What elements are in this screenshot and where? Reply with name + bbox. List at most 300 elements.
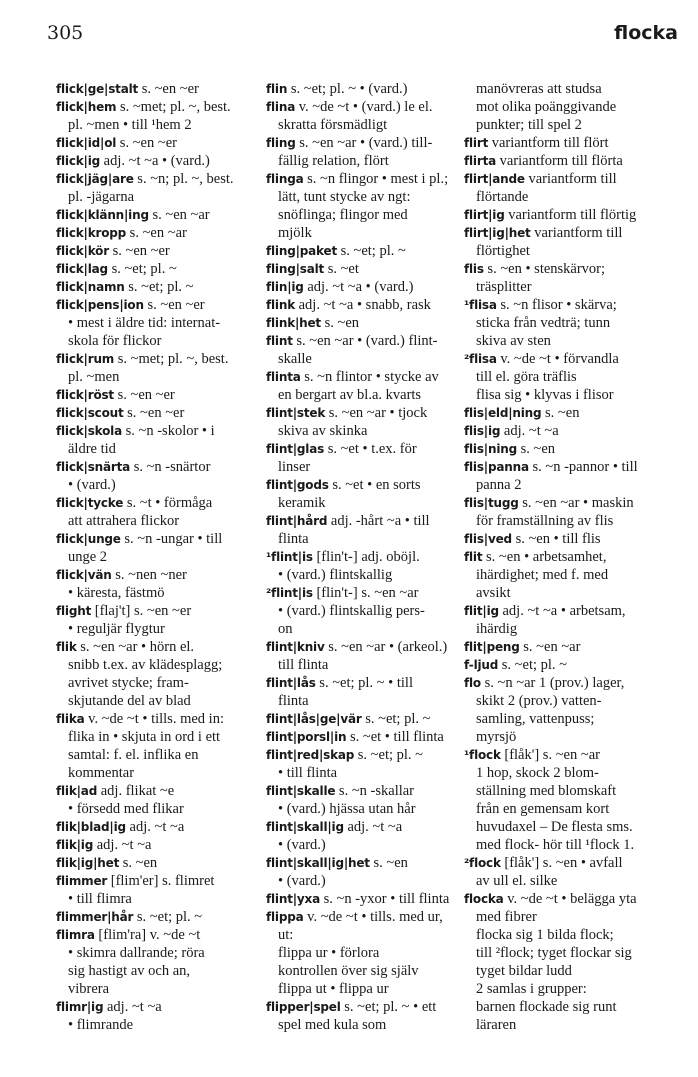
entry-continuation-line — [266, 656, 462, 674]
headword: f-ljud — [464, 658, 499, 672]
entry-line — [56, 224, 244, 242]
entry-continuation-line — [56, 944, 244, 962]
entry-text: lätt, tunt stycke av ngt: — [278, 189, 411, 205]
entry-continuation-line — [464, 476, 676, 494]
entry-continuation-line — [266, 836, 462, 854]
entry-continuation-line — [464, 710, 676, 728]
entry-text: flörtande — [476, 189, 529, 205]
entry-text: adj. ~t ~a • arbetsam, — [498, 603, 626, 619]
entry-line — [266, 998, 462, 1016]
entry-text: pl. ~men • till ¹hem 2 — [68, 117, 192, 133]
entry-text: variantform till — [524, 171, 617, 187]
headword: flick|jäg|are — [56, 172, 134, 186]
entry-line — [56, 908, 244, 926]
entry-continuation-line — [266, 566, 462, 584]
entry-line — [464, 440, 676, 458]
headword: flint|hård — [266, 514, 328, 528]
entry-line — [56, 818, 244, 836]
entry-continuation-line — [464, 278, 676, 296]
entry-text: s. ~en ~er — [123, 405, 185, 421]
entry-text: s. ~t • förmåga — [123, 495, 213, 511]
entry-text: sticka från vedträ; tunn — [476, 315, 611, 331]
entry-continuation-line — [464, 764, 676, 782]
entry-line — [56, 350, 244, 368]
entry-text: • (vard.) hjässa utan hår — [278, 801, 416, 817]
entry-text: s. ~met; pl. ~, best. — [116, 99, 231, 115]
entry-text: samling, vattenpuss; — [476, 711, 595, 727]
headword: ¹flisa — [464, 298, 497, 312]
entry-line — [266, 332, 462, 350]
entry-text: 1 hop, skock 2 blom- — [476, 765, 599, 781]
entry-text: adj. ~t ~a • (vard.) — [100, 153, 210, 169]
headword: flis|tugg — [464, 496, 519, 510]
headword: flick|namn — [56, 280, 125, 294]
entry-text: skalle — [278, 351, 312, 367]
entry-line — [56, 836, 244, 854]
entry-text: s. ~en ~er — [143, 297, 205, 313]
entry-continuation-line — [266, 980, 462, 998]
entry-text: [flim'er] s. flimret — [107, 873, 215, 889]
headword: flick|röst — [56, 388, 114, 402]
entry-text: [flin't-] adj. oböjl. — [312, 549, 420, 565]
entry-text: s. ~en ~ar • (arkeol.) — [324, 639, 448, 655]
entry-continuation-line — [464, 800, 676, 818]
entry-text: fällig relation, flört — [278, 153, 389, 169]
headword: flirt|ande — [464, 172, 525, 186]
entry-text: flörtighet — [476, 243, 530, 259]
entry-text: spel med kula som — [278, 1017, 387, 1033]
entry-continuation-line — [464, 80, 676, 98]
entry-continuation-line — [56, 764, 244, 782]
entry-line — [266, 476, 462, 494]
entry-line — [56, 602, 244, 620]
entry-text: s. ~et; pl. ~ • till — [315, 675, 413, 691]
entry-text: s. ~et • t.ex. för — [324, 441, 417, 457]
entry-text: s. ~et — [324, 261, 359, 277]
entry-text: s. ~en ~ar — [126, 225, 187, 241]
entry-continuation-line — [266, 494, 462, 512]
entry-text: • käresta, fästmö — [68, 585, 165, 601]
entry-continuation-line — [266, 422, 462, 440]
headword: flinta — [266, 370, 301, 384]
entry-text: snibb t.ex. av klädesplagg; — [68, 657, 223, 673]
entry-text: adj. ~t ~a — [103, 999, 162, 1015]
entry-line — [56, 854, 244, 872]
headword: flocka — [464, 892, 504, 906]
entry-text: • mest i äldre tid: internat- — [68, 315, 221, 331]
entry-text: vibrera — [68, 981, 110, 997]
entry-line — [464, 260, 676, 278]
entry-text: s. ~en ~ar — [148, 207, 210, 223]
entry-continuation-line — [464, 836, 676, 854]
entry-continuation-line — [464, 980, 676, 998]
entry-text: s. ~et; pl. ~ — [336, 243, 406, 259]
entry-text: s. ~en ~er — [108, 243, 170, 259]
entry-continuation-line — [464, 386, 676, 404]
headword: flin|ig — [266, 280, 304, 294]
entry-line — [464, 638, 676, 656]
entry-text: s. ~en • till flis — [511, 531, 601, 547]
entry-line — [266, 80, 462, 98]
guide-word: flocka — [614, 22, 678, 44]
entry-text: pl. -jägarna — [68, 189, 135, 205]
entry-text: flika in • skjuta in ord i ett — [68, 729, 221, 745]
entry-line — [464, 206, 676, 224]
headword: flin — [266, 82, 288, 96]
entry-line — [266, 242, 462, 260]
entry-text: linser — [278, 459, 311, 475]
entry-continuation-line — [266, 692, 462, 710]
entry-continuation-line — [266, 530, 462, 548]
entry-line — [464, 170, 676, 188]
entry-line — [464, 458, 676, 476]
entry-text: s. ~et; pl. ~ • ett — [340, 999, 437, 1015]
entry-continuation-line — [56, 962, 244, 980]
entry-text: adj. ~t ~a • (vard.) — [303, 279, 414, 295]
entry-text: • flimrande — [68, 1017, 134, 1033]
headword: fling|paket — [266, 244, 337, 258]
headword: flit|peng — [464, 640, 520, 654]
entry-text: flocka sig 1 bilda flock; — [476, 927, 614, 943]
entry-line — [56, 98, 244, 116]
entry-text: skjutande del av blad — [68, 693, 191, 709]
entry-continuation-line — [56, 746, 244, 764]
entry-text: flinta — [278, 531, 309, 547]
entry-line — [56, 926, 244, 944]
entry-text: adj. ~t ~a — [343, 819, 403, 835]
entry-text: • till flinta — [278, 765, 338, 781]
entry-text: [flim'ra] v. ~de ~t — [94, 927, 201, 943]
entry-text: s. ~n -yxor • till flinta — [319, 891, 450, 907]
headword: flint|skalle — [266, 784, 336, 798]
headword: flick|lag — [56, 262, 108, 276]
entry-line — [266, 278, 462, 296]
entry-continuation-line — [464, 962, 676, 980]
headword: flirt|ig|het — [464, 226, 531, 240]
entry-text: snöflinga; flingor med — [278, 207, 408, 223]
entry-line — [266, 404, 462, 422]
entry-text: mjölk — [278, 225, 312, 241]
entry-line — [266, 134, 462, 152]
headword: flint|stek — [266, 406, 326, 420]
entry-line — [464, 674, 676, 692]
entry-text: s. ~n -snärtor — [130, 459, 211, 475]
entry-line — [266, 818, 462, 836]
entry-text: v. ~de ~t • förvandla — [496, 351, 619, 367]
entry-continuation-line — [266, 458, 462, 476]
entry-text: variantform till flörtig — [504, 207, 637, 223]
headword: flick|ge|stalt — [56, 82, 139, 96]
entry-continuation-line — [266, 116, 462, 134]
headword: flimmer|hår — [56, 910, 134, 924]
entry-text: äldre tid — [68, 441, 116, 457]
entry-line — [266, 782, 462, 800]
entry-line — [56, 458, 244, 476]
entry-text: s. ~en ~er — [116, 135, 177, 151]
entry-text: • (vard.) — [68, 477, 116, 493]
entry-continuation-line — [266, 800, 462, 818]
entry-text: läraren — [476, 1017, 517, 1033]
entry-text: v. ~de ~t • (vard.) le el. — [295, 99, 433, 115]
headword: flit|ig — [464, 604, 499, 618]
entry-text: till ²flock; tyget flockar sig — [476, 945, 632, 961]
entry-line — [56, 404, 244, 422]
entry-continuation-line — [266, 620, 462, 638]
entry-continuation-line — [56, 584, 244, 602]
entry-line — [56, 170, 244, 188]
entry-line — [266, 260, 462, 278]
headword: flint|red|skap — [266, 748, 355, 762]
entry-continuation-line — [56, 800, 244, 818]
entry-line — [56, 242, 244, 260]
headword: flirt — [464, 136, 489, 150]
entry-text: s. ~en • arbetsamhet, — [482, 549, 607, 565]
entry-text: • (vard.) — [278, 837, 326, 853]
entry-line — [266, 908, 462, 926]
entry-continuation-line — [464, 116, 676, 134]
entry-text: [flåk'] s. ~en • avfall — [500, 855, 623, 871]
headword: flick|vän — [56, 568, 112, 582]
headword: flick|pens|ion — [56, 298, 144, 312]
headword: flick|kör — [56, 244, 109, 258]
headword: flick|hem — [56, 100, 117, 114]
entry-text: adj. ~t ~a • snabb, rask — [294, 297, 431, 313]
headword: flika — [56, 712, 85, 726]
entry-continuation-line — [56, 440, 244, 458]
entry-text: till el. göra träflis — [476, 369, 577, 385]
entry-text: s. ~en — [320, 315, 360, 331]
entry-continuation-line — [464, 188, 676, 206]
entry-continuation-line — [464, 944, 676, 962]
entry-line — [56, 998, 244, 1016]
entry-continuation-line — [464, 1016, 676, 1034]
entry-text: 2 samlas i grupper: — [476, 981, 587, 997]
entry-continuation-line — [266, 224, 462, 242]
headword: flint|kniv — [266, 640, 325, 654]
entry-line — [266, 584, 462, 602]
entry-line — [464, 422, 676, 440]
entry-line — [56, 494, 244, 512]
headword: flick|rum — [56, 352, 115, 366]
entry-text: manövreras att studsa — [476, 81, 602, 97]
entry-text: s. ~en ~er — [113, 387, 175, 403]
entry-line — [266, 512, 462, 530]
entry-text: variantform till flörta — [496, 153, 623, 169]
headword: ²flint|is — [266, 586, 313, 600]
entry-continuation-line — [56, 980, 244, 998]
entry-line — [266, 368, 462, 386]
entry-text: skola för flickor — [68, 333, 162, 349]
entry-line — [464, 890, 676, 908]
headword: flimmer — [56, 874, 108, 888]
entry-text: s. ~et • till flinta — [346, 729, 444, 745]
headword: flint|glas — [266, 442, 325, 456]
entry-text: s. ~n ~ar 1 (prov.) lager, — [480, 675, 625, 691]
entry-line — [56, 872, 244, 890]
entry-text: s. ~et; pl. ~ — [354, 747, 424, 763]
entry-line — [56, 278, 244, 296]
entry-line — [464, 494, 676, 512]
entry-line — [266, 170, 462, 188]
headword: flis|ning — [464, 442, 517, 456]
entry-text: • (vard.) flintskallig pers- — [278, 603, 425, 619]
entry-text: s. ~n flingor • mest i pl.; — [303, 171, 449, 187]
entry-text: tyget bildar ludd — [476, 963, 572, 979]
entry-continuation-line — [464, 998, 676, 1016]
entry-text: barnen flockade sig runt — [476, 999, 617, 1015]
headword: flint|gods — [266, 478, 329, 492]
headword: flint|skall|ig — [266, 820, 344, 834]
headword: ²flock — [464, 856, 501, 870]
entry-continuation-line — [56, 656, 244, 674]
headword: flirt|ig — [464, 208, 505, 222]
entry-continuation-line — [266, 350, 462, 368]
entry-text: att attrahera flickor — [68, 513, 180, 529]
entry-continuation-line — [266, 926, 462, 944]
headword: fling|salt — [266, 262, 325, 276]
entry-line — [266, 314, 462, 332]
entry-line — [464, 404, 676, 422]
entry-text: träsplitter — [476, 279, 532, 295]
entry-continuation-line — [266, 602, 462, 620]
entry-continuation-line — [464, 584, 676, 602]
entry-text: sig hastigt av och an, — [68, 963, 191, 979]
headword: flint|porsl|in — [266, 730, 347, 744]
entry-line — [464, 854, 676, 872]
entry-text: s. ~n -skolor • i — [121, 423, 215, 439]
entry-text: ihärdig — [476, 621, 518, 637]
entry-text: unge 2 — [68, 549, 108, 565]
headword: ¹flint|is — [266, 550, 313, 564]
headword: flint|lås — [266, 676, 316, 690]
headword: flis|ved — [464, 532, 512, 546]
headword: fling — [266, 136, 296, 150]
entry-continuation-line — [464, 728, 676, 746]
entry-text: • (vard.) — [278, 873, 326, 889]
entry-text: s. ~en — [119, 855, 158, 871]
headword: flit — [464, 550, 483, 564]
entry-line — [56, 710, 244, 728]
entry-line — [464, 530, 676, 548]
entry-text: flippa ur • förlora — [278, 945, 380, 961]
entry-line — [56, 296, 244, 314]
entry-text: skikt 2 (prov.) vatten- — [476, 693, 602, 709]
headword: ¹flock — [464, 748, 501, 762]
headword: flint — [266, 334, 293, 348]
page-number: 305 — [47, 22, 84, 44]
headword: ²flisa — [464, 352, 497, 366]
entry-text: flisa sig • klyvas i flisor — [476, 387, 614, 403]
entry-text: av ull el. silke — [476, 873, 558, 889]
entry-text: adj. ~t ~a — [125, 819, 185, 835]
headword: flint|lås|ge|vär — [266, 712, 362, 726]
entry-continuation-line — [266, 962, 462, 980]
entry-text: s. ~nen ~ner — [111, 567, 187, 583]
entry-text: s. ~n flisor • skärva; — [496, 297, 617, 313]
entry-continuation-line — [464, 620, 676, 638]
entry-text: s. ~en ~ar • tjock — [325, 405, 428, 421]
entry-line — [56, 566, 244, 584]
entry-text: s. ~et; pl. ~ — [498, 657, 568, 673]
entry-text: adj. ~t ~a — [500, 423, 559, 439]
entry-text: s. ~n flintor • stycke av — [300, 369, 439, 385]
dictionary-column-2 — [266, 80, 462, 1034]
entry-text: s. ~et • en sorts — [328, 477, 421, 493]
headword: flik|ig — [56, 838, 94, 852]
entry-continuation-line — [266, 872, 462, 890]
entry-text: s. ~en — [541, 405, 580, 421]
entry-text: [flåk'] s. ~en ~ar — [500, 747, 600, 763]
entry-text: [flin't-] s. ~en ~ar — [312, 585, 419, 601]
page-header — [0, 22, 698, 46]
headword: flink — [266, 298, 295, 312]
headword: flik|ig|het — [56, 856, 120, 870]
entry-continuation-line — [464, 908, 676, 926]
entry-line — [266, 890, 462, 908]
entry-continuation-line — [464, 314, 676, 332]
entry-line — [56, 134, 244, 152]
entry-continuation-line — [464, 512, 676, 530]
headword: flick|ig — [56, 154, 101, 168]
entry-text: med flock- hör till ¹flock 1. — [476, 837, 635, 853]
entry-line — [464, 296, 676, 314]
entry-line — [266, 854, 462, 872]
entry-continuation-line — [56, 674, 244, 692]
entry-continuation-line — [56, 116, 244, 134]
entry-text: för framställning av flis — [476, 513, 614, 529]
entry-line — [56, 152, 244, 170]
entry-continuation-line — [464, 98, 676, 116]
entry-text: s. ~n -skallar — [335, 783, 415, 799]
headword: flimra — [56, 928, 95, 942]
headword: flis|ig — [464, 424, 501, 438]
entry-text: från en gemensam kort — [476, 801, 610, 817]
headword: flippa — [266, 910, 304, 924]
headword: flick|klänn|ing — [56, 208, 149, 222]
dictionary-column-1 — [56, 80, 244, 1034]
entry-text: panna 2 — [476, 477, 522, 493]
entry-text: s. ~en ~ar — [519, 639, 581, 655]
headword: flight — [56, 604, 92, 618]
entry-line — [266, 638, 462, 656]
entry-text: punkter; till spel 2 — [476, 117, 582, 133]
entry-line — [56, 260, 244, 278]
entry-continuation-line — [56, 728, 244, 746]
entry-continuation-line — [266, 1016, 462, 1034]
entry-text: s. ~et; pl. ~ — [361, 711, 431, 727]
entry-line — [266, 296, 462, 314]
headword: flo — [464, 676, 481, 690]
entry-text: s. ~en • stenskärvor; — [483, 261, 606, 277]
entry-text: flippa ut • flippa ur — [278, 981, 389, 997]
entry-line — [464, 656, 676, 674]
dictionary-column-3 — [464, 80, 676, 1034]
entry-text: s. ~en ~er — [138, 81, 199, 97]
headword: flick|snärta — [56, 460, 131, 474]
entry-continuation-line — [266, 944, 462, 962]
entry-line — [266, 728, 462, 746]
entry-continuation-line — [464, 818, 676, 836]
entry-line — [266, 710, 462, 728]
headword: flinga — [266, 172, 304, 186]
entry-text: s. ~et; pl. ~ — [133, 909, 203, 925]
headword: flina — [266, 100, 296, 114]
entry-text: s. ~n -pannor • till — [528, 459, 638, 475]
headword: flick|skola — [56, 424, 122, 438]
entry-text: adj. -hårt ~a • till — [327, 513, 430, 529]
entry-line — [56, 638, 244, 656]
entry-continuation-line — [56, 188, 244, 206]
